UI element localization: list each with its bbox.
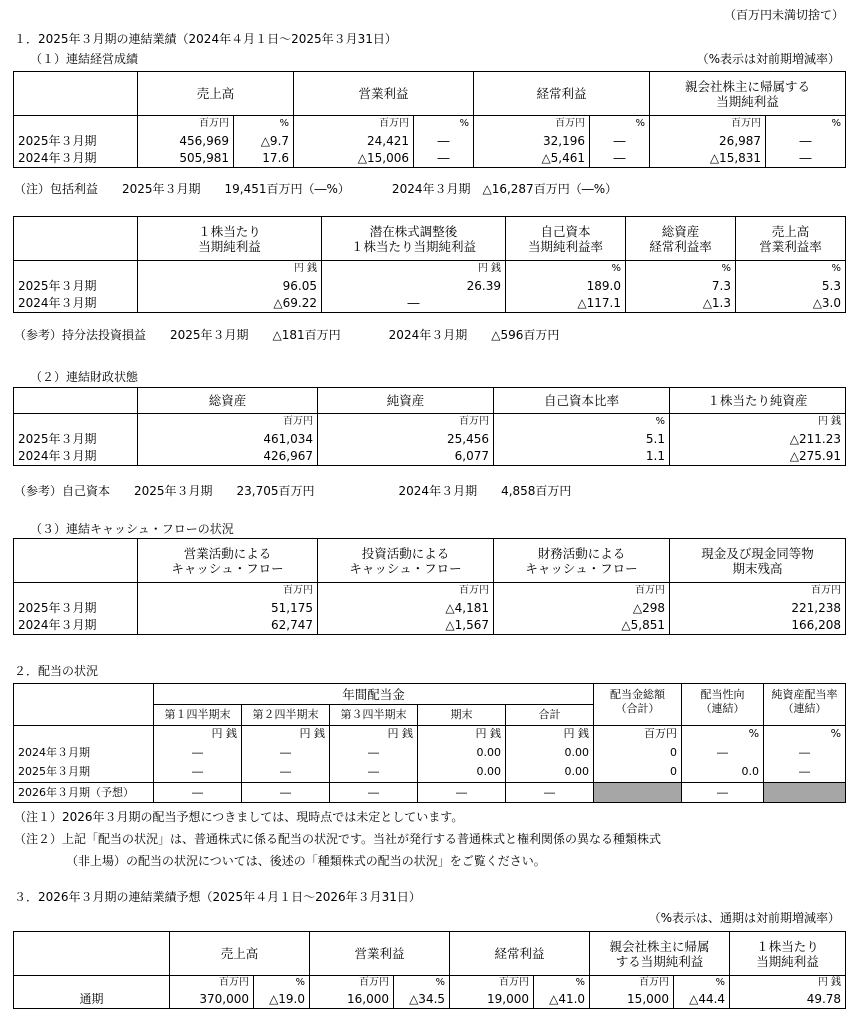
cell: 96.05 [138, 277, 322, 295]
row-label: 2025年３月期 [14, 132, 138, 150]
cell: ― [154, 763, 242, 783]
cell: △44.4 [674, 991, 730, 1009]
cell: △1,567 [318, 617, 494, 635]
consolidated-results-table [13, 71, 846, 168]
header-net-income: 親会社株主に帰属 する当期純利益 [590, 932, 730, 976]
cell: △19.0 [254, 991, 310, 1009]
cell: ― [330, 783, 418, 803]
header-operating-income: 営業利益 [310, 932, 450, 976]
header-sales: 売上高 [138, 72, 294, 116]
dividend-table [13, 683, 846, 803]
row-label: 2026年３月期（予想） [14, 783, 154, 803]
cell: 0.00 [418, 743, 506, 763]
cell: 505,981 [138, 150, 234, 168]
header-roa: 総資産 経常利益率 [626, 217, 736, 261]
header-eps: １株当たり 当期純利益 [730, 932, 846, 976]
header-sales: 売上高 [170, 932, 310, 976]
cell: △211.23 [670, 430, 846, 448]
unit: 円 銭 [418, 726, 506, 743]
header-net-income: 親会社株主に帰属する 当期純利益 [650, 72, 846, 116]
unit: % [736, 261, 846, 277]
unit-note: （百万円未満切捨て） [723, 8, 844, 22]
header-blank [14, 539, 138, 583]
unit: 円 銭 [506, 726, 594, 743]
cell: ― [590, 150, 650, 168]
cell: 19,000 [450, 991, 534, 1009]
unit: 百万円 [494, 583, 670, 599]
cell: 25,456 [318, 430, 494, 448]
cell: 0.0 [682, 763, 764, 783]
unit: % [590, 116, 650, 132]
header-total: 合計 [506, 705, 594, 726]
cell: 456,969 [138, 132, 234, 150]
cell: 24,421 [294, 132, 414, 150]
cell: 461,034 [138, 430, 318, 448]
unit: 円 銭 [322, 261, 506, 277]
cell: 0 [594, 743, 682, 763]
forecast-table [13, 931, 846, 1009]
cell: △9.7 [234, 132, 294, 150]
unit-label-blank [14, 976, 170, 991]
header-total-dividend: 配当金総額 （合計） [594, 684, 682, 726]
unit: 百万円 [650, 116, 766, 132]
header-payout-ratio: 配当性向 （連結） [682, 684, 764, 726]
header-blank [14, 388, 138, 414]
cell: 26.39 [322, 277, 506, 295]
unit-label-blank [14, 414, 138, 430]
cell: ― [682, 783, 764, 803]
unit: 百万円 [450, 976, 534, 991]
cell: △5,461 [474, 150, 590, 168]
header-eps: １株当たり 当期純利益 [138, 217, 322, 261]
cell: ― [766, 150, 846, 168]
cell: △1.3 [626, 295, 736, 313]
unit: 百万円 [138, 414, 318, 430]
cell: △4,181 [318, 599, 494, 617]
cell: 15,000 [590, 991, 674, 1009]
unit-label-blank [14, 583, 138, 599]
cell: ― [242, 743, 330, 763]
unit-label-blank [14, 261, 138, 277]
header-year-end: 期末 [418, 705, 506, 726]
cell: 16,000 [310, 991, 394, 1009]
header-q2: 第２四半期末 [242, 705, 330, 726]
cell: ― [764, 763, 846, 783]
equity-note: （参考）自己資本 2025年３月期 23,705百万円 2024年３月期 4,858百万円 [14, 484, 572, 498]
t1-subtitle: （１）連結経営成績 [30, 52, 139, 66]
unit: 百万円 [170, 976, 254, 991]
cell: ― [418, 783, 506, 803]
t4-subtitle: （３）連結キャッシュ・フローの状況 [30, 522, 234, 536]
unit: 百万円 [294, 116, 414, 132]
dividend-note-1: （注１）2026年３月期の配当予想につきましては、現時点では未定としています。 [14, 810, 464, 824]
header-investing-cf: 投資活動による キャッシュ・フロー [318, 539, 494, 583]
cell: △275.91 [670, 448, 846, 466]
cell: △69.22 [138, 295, 322, 313]
unit: % [254, 976, 310, 991]
cell: △34.5 [394, 991, 450, 1009]
cell: 62,747 [138, 617, 318, 635]
unit: % [626, 261, 736, 277]
unit-label-blank [14, 116, 138, 132]
header-diluted-eps: 潜在株式調整後 １株当たり当期純利益 [322, 217, 506, 261]
unit: % [764, 726, 846, 743]
cell: 5.1 [494, 430, 670, 448]
cell: ― [414, 150, 474, 168]
header-operating-cf: 営業活動による キャッシュ・フロー [138, 539, 318, 583]
cell: △3.0 [736, 295, 846, 313]
header-blank [14, 684, 154, 726]
cell: ― [330, 763, 418, 783]
section-2-title: ２．配当の状況 [14, 664, 99, 678]
unit: 百万円 [318, 414, 494, 430]
cell: ― [154, 743, 242, 763]
cell: 17.6 [234, 150, 294, 168]
unit: 百万円 [594, 726, 682, 743]
cell: △15,831 [650, 150, 766, 168]
cell: 1.1 [494, 448, 670, 466]
comprehensive-income-note: （注）包括利益 2025年３月期 19,451百万円（―%） 2024年３月期 △16,287百万円（―%） [14, 182, 618, 196]
row-label: 2025年３月期 [14, 763, 154, 783]
row-label: 通期 [14, 991, 170, 1009]
header-op-margin: 売上高 営業利益率 [736, 217, 846, 261]
unit: 円 銭 [330, 726, 418, 743]
cell: 370,000 [170, 991, 254, 1009]
header-equity-ratio: 自己資本比率 [494, 388, 670, 414]
cell-shaded [594, 783, 682, 803]
row-label: 2025年３月期 [14, 277, 138, 295]
unit-label-blank [14, 726, 154, 743]
row-label: 2024年３月期 [14, 743, 154, 763]
header-bps: １株当たり純資産 [670, 388, 846, 414]
section-3-title: ３．2026年３月期の連結業績予想（2025年４月１日～2026年３月31日） [14, 890, 421, 904]
financial-position-table [13, 387, 846, 466]
unit: % [414, 116, 474, 132]
header-total-assets: 総資産 [138, 388, 318, 414]
header-ordinary-income: 経常利益 [450, 932, 590, 976]
cell: ― [242, 763, 330, 783]
cell: 32,196 [474, 132, 590, 150]
cell: △298 [494, 599, 670, 617]
cell: △41.0 [534, 991, 590, 1009]
section-1-title: １．2025年３月期の連結業績（2024年４月１日～2025年３月31日） [14, 32, 397, 46]
header-blank [14, 217, 138, 261]
dividend-note-2b: （非上場）の配当の状況については、後述の「種類株式の配当の状況」をご覧ください。 [66, 854, 546, 868]
header-operating-income: 営業利益 [294, 72, 474, 116]
cell: 5.3 [736, 277, 846, 295]
unit: 百万円 [670, 583, 846, 599]
cell: ― [330, 743, 418, 763]
header-q1: 第１四半期末 [154, 705, 242, 726]
cell: 221,238 [670, 599, 846, 617]
cell: △5,851 [494, 617, 670, 635]
cell: 0.00 [418, 763, 506, 783]
unit: 円 銭 [154, 726, 242, 743]
dividend-note-2a: （注２）上記「配当の状況」は、普通株式に係る配当の状況です。当社が発行する普通株式と権利関係の異なる種類株式 [14, 832, 662, 846]
unit: 百万円 [318, 583, 494, 599]
forecast-pct-note: （%表示は、通期は対前期増減率） [648, 911, 840, 925]
cell: △15,006 [294, 150, 414, 168]
cell: 189.0 [506, 277, 626, 295]
cell: ― [682, 743, 764, 763]
equity-method-note: （参考）持分法投資損益 2025年３月期 △181百万円 2024年３月期 △596百万円 [14, 328, 560, 342]
header-roe: 自己資本 当期純利益率 [506, 217, 626, 261]
cell: ― [154, 783, 242, 803]
unit: % [682, 726, 764, 743]
row-label: 2024年３月期 [14, 617, 138, 635]
cell: 0.00 [506, 743, 594, 763]
cell: ― [506, 783, 594, 803]
row-label: 2024年３月期 [14, 448, 138, 466]
unit: % [394, 976, 450, 991]
header-q3: 第３四半期末 [330, 705, 418, 726]
cell: ― [242, 783, 330, 803]
cell: ― [766, 132, 846, 150]
unit: 円 銭 [730, 976, 846, 991]
unit: 円 銭 [138, 261, 322, 277]
cash-flow-table [13, 538, 846, 635]
unit: 百万円 [590, 976, 674, 991]
cell: 0.00 [506, 763, 594, 783]
per-share-table [13, 216, 846, 313]
unit: 百万円 [138, 116, 234, 132]
unit: 円 銭 [242, 726, 330, 743]
row-label: 2025年３月期 [14, 430, 138, 448]
unit: 百万円 [474, 116, 590, 132]
row-label: 2025年３月期 [14, 599, 138, 617]
row-label: 2024年３月期 [14, 150, 138, 168]
t3-subtitle: （２）連結財政状態 [30, 370, 139, 384]
cell: △117.1 [506, 295, 626, 313]
cell: 426,967 [138, 448, 318, 466]
header-doe: 純資産配当率 （連結） [764, 684, 846, 726]
row-label: 2024年３月期 [14, 295, 138, 313]
unit: 百万円 [138, 583, 318, 599]
header-ordinary-income: 経常利益 [474, 72, 650, 116]
t1-pct-note: （%表示は対前期増減率） [696, 52, 840, 66]
unit: % [506, 261, 626, 277]
cell: 51,175 [138, 599, 318, 617]
unit: 円 銭 [670, 414, 846, 430]
cell: 26,987 [650, 132, 766, 150]
unit: % [674, 976, 730, 991]
cell: ― [764, 743, 846, 763]
unit: % [494, 414, 670, 430]
cell: ― [590, 132, 650, 150]
unit: % [534, 976, 590, 991]
cell: 6,077 [318, 448, 494, 466]
header-blank [14, 72, 138, 116]
cell-shaded [764, 783, 846, 803]
cell: 166,208 [670, 617, 846, 635]
cell: 49.78 [730, 991, 846, 1009]
cell: 0 [594, 763, 682, 783]
cell: ― [414, 132, 474, 150]
header-blank [14, 932, 170, 976]
unit: 百万円 [310, 976, 394, 991]
header-annual-dividend: 年間配当金 [154, 684, 594, 705]
cell: 7.3 [626, 277, 736, 295]
header-net-assets: 純資産 [318, 388, 494, 414]
cell: ― [322, 295, 506, 313]
header-financing-cf: 財務活動による キャッシュ・フロー [494, 539, 670, 583]
header-cash-balance: 現金及び現金同等物 期末残高 [670, 539, 846, 583]
unit: % [766, 116, 846, 132]
unit: % [234, 116, 294, 132]
